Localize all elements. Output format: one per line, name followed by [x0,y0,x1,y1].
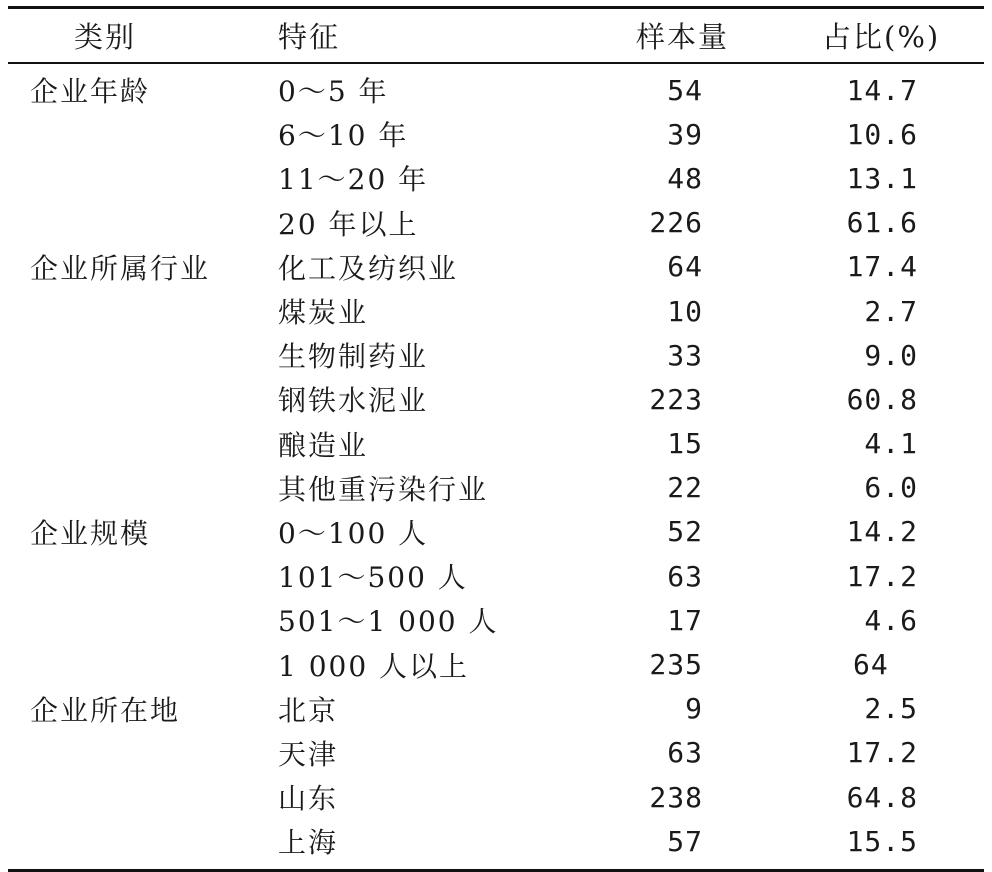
table-row [8,642,984,686]
table-row [8,156,984,200]
sample-cell: 223 [649,382,703,416]
table-row [8,422,984,466]
percent-cell: 15.5 [846,824,918,858]
table-row [8,245,984,289]
feature-cell: 酿造业 [278,428,369,462]
percent-cell: 61.6 [846,206,918,240]
percent-cell: 14.7 [846,73,918,107]
sample-cell: 15 [667,427,703,461]
percent-cell: 10.6 [846,117,918,151]
table-row [8,775,984,819]
feature-cell: 煤炭业 [278,296,369,330]
table-row [8,598,984,642]
table-body [8,64,984,869]
table-row [8,554,984,598]
sample-cell: 17 [667,603,703,637]
percent-cell: 13.1 [846,161,918,195]
table-row [8,333,984,377]
table-row [8,201,984,245]
percent-cell: 64 [853,648,889,682]
sample-cell: 57 [667,824,703,858]
table-row [8,68,984,112]
table-row [8,510,984,554]
sample-cell: 39 [667,117,703,151]
feature-cell: 1 000 人以上 [278,649,470,683]
feature-cell: 0～100 人 [278,516,429,550]
percent-cell: 64.8 [846,780,918,814]
sample-cell: 235 [649,648,703,682]
table-row [8,289,984,333]
percent-cell: 17.2 [846,736,918,770]
percent-cell: 2.5 [864,692,918,726]
sample-cell: 63 [667,559,703,593]
percent-cell: 2.7 [864,294,918,328]
percent-cell: 17.2 [846,559,918,593]
percent-cell: 6.0 [864,471,918,505]
feature-cell: 11～20 年 [278,163,429,197]
feature-cell: 6～10 年 [278,119,409,153]
table-row [8,466,984,510]
percent-cell: 9.0 [864,338,918,372]
feature-cell: 0～5 年 [278,75,389,109]
feature-cell: 钢铁水泥业 [278,384,429,418]
feature-cell: 501～1 000 人 [278,605,499,639]
sample-cell: 64 [667,250,703,284]
header-feature: 特征 [278,20,341,54]
sample-cell: 52 [667,515,703,549]
feature-cell: 生物制药业 [278,340,429,374]
feature-cell: 化工及纺织业 [278,251,459,285]
sample-cell: 238 [649,780,703,814]
feature-cell: 北京 [278,693,339,727]
sample-cell: 10 [667,294,703,328]
sample-cell: 54 [667,73,703,107]
percent-cell: 4.1 [864,427,918,461]
feature-cell: 天津 [278,737,339,771]
feature-cell: 其他重污染行业 [278,472,489,506]
header-percent: 占比(%) [822,20,941,54]
feature-cell: 上海 [278,826,339,860]
table-row [8,731,984,775]
table-header-row [8,9,984,58]
table-row [8,687,984,731]
feature-cell: 山东 [278,782,339,816]
category-cell: 企业所在地 [30,693,181,727]
sample-distribution-table [8,6,984,872]
header-category: 类别 [74,20,137,54]
percent-cell: 17.4 [846,250,918,284]
table-row [8,112,984,156]
feature-cell: 101～500 人 [278,561,468,595]
sample-cell: 48 [667,161,703,195]
feature-cell: 20 年以上 [278,207,419,241]
category-cell: 企业年龄 [30,75,151,109]
sample-cell: 63 [667,736,703,770]
table-row [8,377,984,421]
sample-cell: 9 [685,692,703,726]
table-row [8,819,984,863]
category-cell: 企业所属行业 [30,251,211,285]
sample-cell: 226 [649,206,703,240]
sample-cell: 22 [667,471,703,505]
header-sample-size: 样本量 [636,20,730,54]
percent-cell: 14.2 [846,515,918,549]
category-cell: 企业规模 [30,516,151,550]
percent-cell: 60.8 [846,382,918,416]
sample-cell: 33 [667,338,703,372]
percent-cell: 4.6 [864,603,918,637]
